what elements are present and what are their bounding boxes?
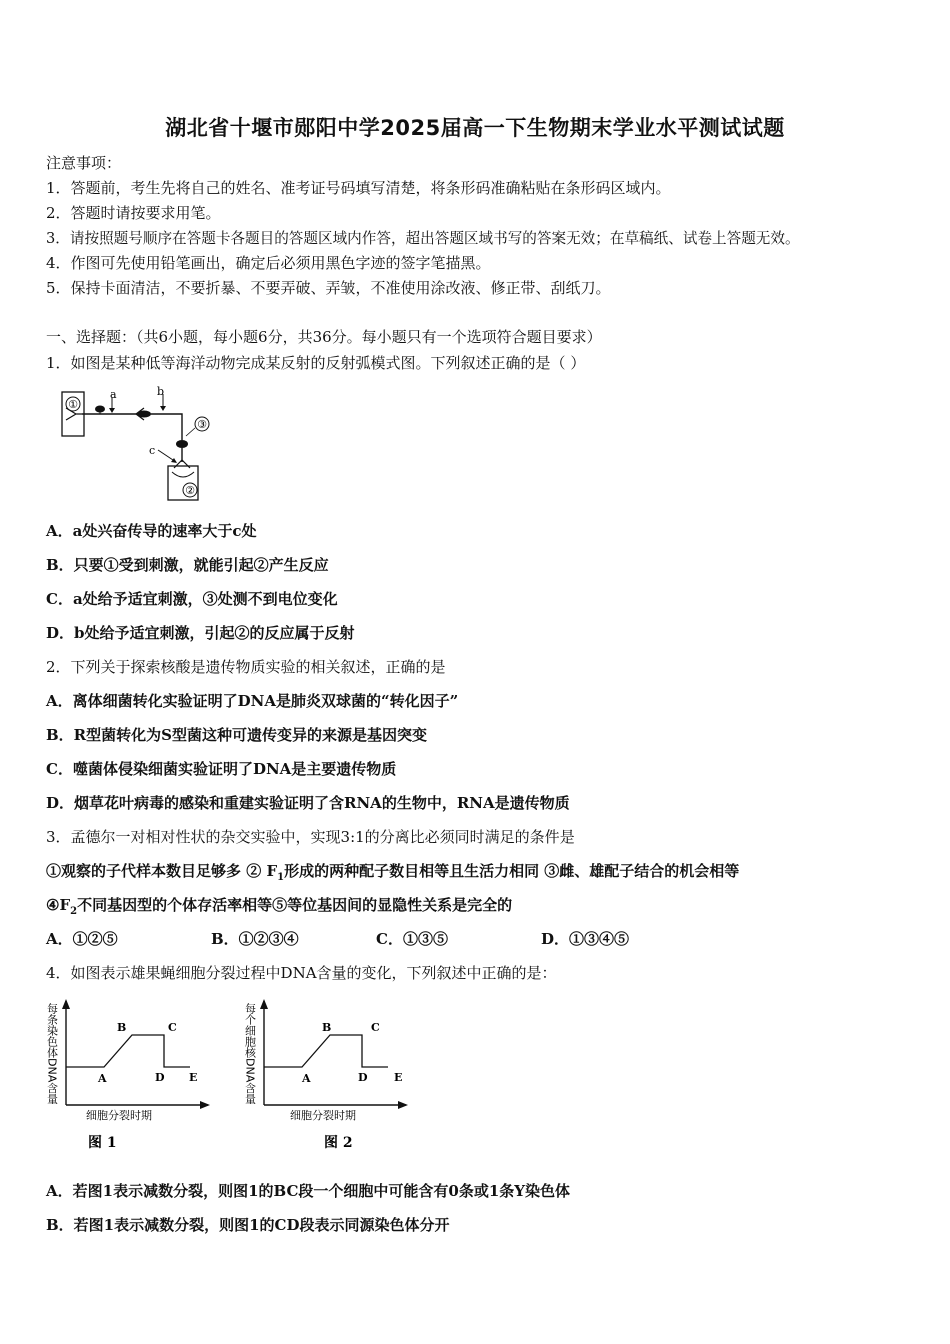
question-1-stem: 1．如图是某种低等海洋动物完成某反射的反射弧模式图。下列叙述正确的是（ ）	[46, 354, 586, 372]
fig1-point-c: C	[168, 1021, 177, 1034]
q1-option-d: D．b处给予适宜刺激，引起②的反应属于反射	[46, 624, 355, 642]
q3-option-a: A．①②⑤	[46, 930, 118, 948]
label-circle-3: ③	[197, 418, 207, 431]
fig1-point-d: D	[155, 1071, 165, 1084]
fig1-curve	[66, 1035, 190, 1067]
q3-option-c: C．①③⑤	[376, 930, 448, 948]
label-b: b	[157, 385, 165, 398]
label-c: c	[149, 444, 156, 457]
fig1-xlabel: 细胞分裂时期	[86, 1109, 152, 1122]
q1-option-a: A．a处兴奋传导的速率大于c处	[46, 522, 257, 540]
q4-option-b: B．若图1表示减数分裂，则图1的CD段表示同源染色体分开	[46, 1216, 450, 1234]
fig2-curve	[264, 1035, 388, 1067]
fig1-point-a: A	[98, 1072, 107, 1085]
q3-conditions-1: ①观察的子代样本数目足够多 ② $F_1$形成的两种配子数目相等且生活力相同 ③雌、雄配子结合的机会相等	[46, 862, 740, 883]
dna-chart-figure-1	[40, 995, 220, 1155]
question-2-stem: 2．下列关于探索核酸是遗传物质实验的相关叙述，正确的是	[46, 658, 446, 676]
notice-item: 1．答题前，考生先将自己的姓名、准考证号码填写清楚，将条形码准确粘贴在条形码区域内。	[46, 179, 671, 197]
fig2-ylabel: 每个细胞核DNA含量	[243, 1003, 257, 1105]
notice-heading: 注意事项：	[46, 154, 122, 172]
notice-item: 5．保持卡面清洁，不要折暴、不要弄破、弄皱，不准使用涂改液、修正带、刮纸刀。	[46, 279, 611, 297]
q3-option-b: B．①②③④	[211, 930, 299, 948]
q1-option-c: C．a处给予适宜刺激，③处测不到电位变化	[46, 590, 338, 608]
question-3-stem: 3．孟德尔一对相对性状的杂交实验中，实现3:1的分离比必须同时满足的条件是	[46, 828, 575, 846]
q2-option-d: D．烟草花叶病毒的感染和重建实验证明了含RNA的生物中，RNA是遗传物质	[46, 794, 570, 812]
section-heading: 一、选择题：（共6小题，每小题6分，共36分。每小题只有一个选项符合题目要求）	[46, 328, 602, 346]
fig2-point-d: D	[358, 1071, 368, 1084]
q4-option-a: A．若图1表示减数分裂，则图1的BC段一个细胞中可能含有0条或1条Y染色体	[46, 1182, 570, 1200]
notice-item: 4．作图可先使用铅笔画出，确定后必须用黑色字迹的签字笔描黑。	[46, 254, 491, 272]
fig2-point-c: C	[371, 1021, 380, 1034]
fig2-caption: 图 2	[324, 1135, 353, 1151]
notice-item: 2．答题时请按要求用笔。	[46, 204, 221, 222]
fig1-point-e: E	[189, 1071, 198, 1084]
q2-option-c: C．噬菌体侵染细菌实验证明了DNA是主要遗传物质	[46, 760, 397, 778]
question-4-stem: 4．如图表示雄果蝇细胞分裂过程中DNA含量的变化，下列叙述中正确的是：	[46, 964, 557, 982]
reflex-arc-figure	[56, 382, 216, 504]
fig2-point-e: E	[394, 1071, 403, 1084]
fig2-xlabel: 细胞分裂时期	[290, 1109, 356, 1122]
fig2-point-b: B	[322, 1021, 332, 1034]
label-circle-2: ②	[185, 484, 195, 497]
label-a: a	[110, 388, 117, 401]
fig1-ylabel: 每条染色体DNA含量	[45, 1003, 59, 1105]
dna-chart-figure-2	[238, 995, 418, 1155]
q2-option-b: B．R型菌转化为S型菌这种可遗传变异的来源是基因突变	[46, 726, 427, 744]
notice-item: 3．请按照题号顺序在答题卡各题目的答题区域内作答，超出答题区域书写的答案无效；在草稿纸、试卷上答题无效。	[46, 230, 800, 247]
page-title: 湖北省十堰市郧阳中学2025届高一下生物期末学业水平测试试题	[165, 116, 785, 140]
fig2-point-a: A	[302, 1072, 311, 1085]
q1-option-b: B．只要①受到刺激，就能引起②产生反应	[46, 556, 329, 574]
q3-option-d: D．①③④⑤	[541, 930, 630, 948]
q3-conditions-2: $④F_2$不同基因型的个体存活率相等⑤等位基因间的显隐性关系是完全的	[46, 896, 513, 917]
fig1-caption: 图 1	[88, 1135, 117, 1151]
fig1-point-b: B	[117, 1021, 127, 1034]
label-circle-1: ①	[68, 398, 78, 411]
q2-option-a: A．离体细菌转化实验证明了DNA是肺炎双球菌的“转化因子”	[46, 692, 459, 710]
